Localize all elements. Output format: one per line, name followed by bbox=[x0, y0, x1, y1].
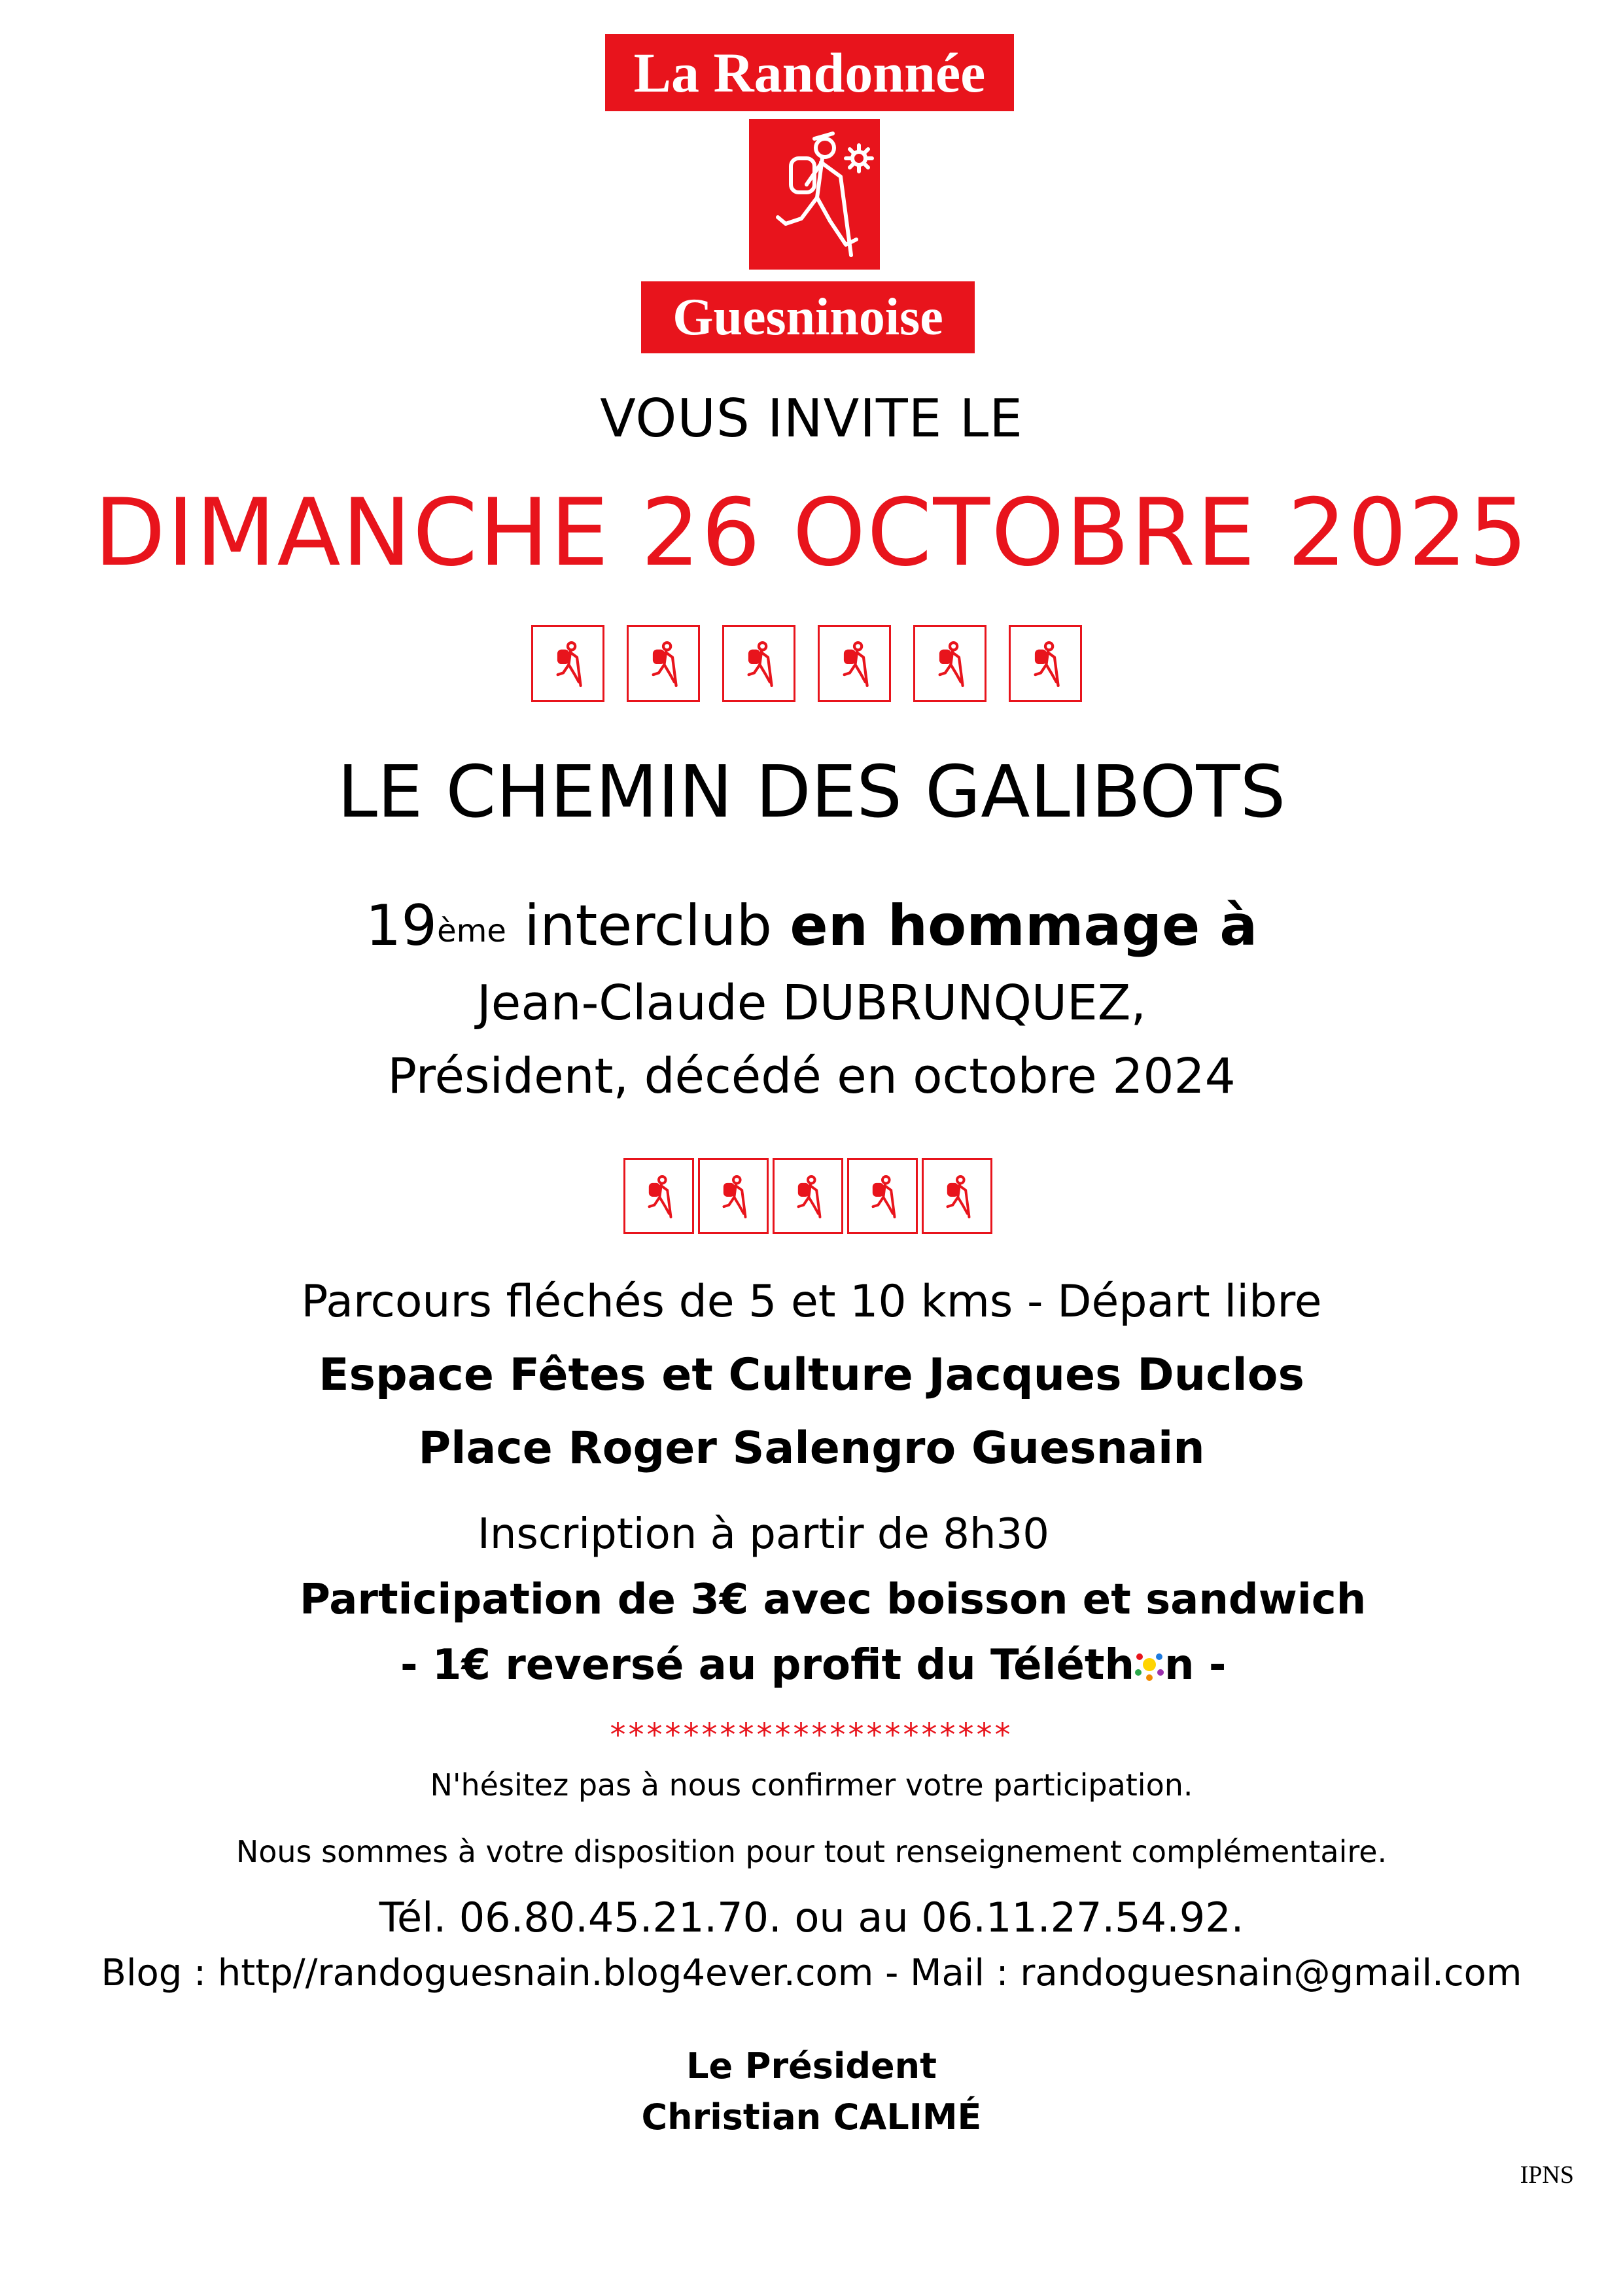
hiker-icon bbox=[749, 119, 880, 270]
participation-text: Participation de 3€ avec boisson et sandwich bbox=[300, 1576, 1367, 1624]
parcours-text: Parcours fléchés de 5 et 10 kms - Départ libre bbox=[301, 1276, 1322, 1328]
disposition-text: Nous sommes à votre disposition pour tout renseignement complémentaire. bbox=[236, 1834, 1387, 1869]
confirm-text: N'hésitez pas à nous confirmer votre participation. bbox=[430, 1767, 1193, 1803]
tribute-ordinal: ème bbox=[437, 913, 506, 949]
hiker-icon bbox=[722, 625, 795, 702]
logo-hiker-box bbox=[749, 119, 880, 270]
telethon-text-before: - 1€ reversé au profit du Télé bbox=[400, 1641, 1085, 1689]
ipns-mark: IPNS bbox=[1520, 2161, 1574, 2189]
hiker-icon-row-top bbox=[531, 625, 1104, 702]
event-date: DIMANCHE 26 OCTOBRE 2025 bbox=[94, 479, 1529, 587]
hiker-icon bbox=[627, 625, 700, 702]
hiker-icon bbox=[913, 625, 986, 702]
tribute-number: 19 bbox=[365, 893, 438, 959]
invite-text: VOUS INVITE LE bbox=[600, 388, 1023, 449]
tribute-name: Jean-Claude DUBRUNQUEZ, bbox=[476, 975, 1147, 1031]
tribute-line bbox=[0, 890, 1623, 962]
hiker-icon bbox=[623, 1158, 694, 1234]
hiker-icon bbox=[922, 1158, 992, 1234]
inscription-text: Inscription à partir de 8h30 bbox=[478, 1510, 1049, 1559]
telethon-logo-icon bbox=[1134, 1638, 1164, 1671]
logo-title-top: La Randonnée bbox=[605, 34, 1014, 111]
tribute-role: Président, décédé en octobre 2024 bbox=[387, 1048, 1236, 1104]
hiker-icon bbox=[847, 1158, 918, 1234]
telethon-text-after: n - bbox=[1164, 1641, 1227, 1689]
hiker-icon bbox=[1009, 625, 1082, 702]
hiker-icon-row-bottom bbox=[623, 1158, 996, 1234]
telethon-line bbox=[400, 1636, 1226, 1695]
event-title: LE CHEMIN DES GALIBOTS bbox=[337, 750, 1286, 834]
telethon-text-th: th bbox=[1084, 1641, 1135, 1689]
tribute-hommage: en hommage à bbox=[790, 893, 1258, 959]
hiker-icon bbox=[818, 625, 891, 702]
contact-text: Blog : http//randoguesnain.blog4ever.com - Mail : randoguesnain@gmail.com bbox=[101, 1952, 1522, 1994]
hiker-icon bbox=[698, 1158, 769, 1234]
stars-separator: ********************** bbox=[610, 1717, 1013, 1754]
signature-role: Le Président bbox=[686, 2045, 937, 2087]
hiker-icon bbox=[531, 625, 604, 702]
venue-line2: Place Roger Salengro Guesnain bbox=[418, 1422, 1205, 1474]
venue-line1: Espace Fêtes et Culture Jacques Duclos bbox=[319, 1349, 1304, 1401]
hiker-icon bbox=[773, 1158, 843, 1234]
logo-title-bottom: Guesninoise bbox=[641, 281, 975, 353]
telephone-text: Tél. 06.80.45.21.70. ou au 06.11.27.54.92. bbox=[379, 1894, 1244, 1941]
signature-name: Christian CALIMÉ bbox=[641, 2096, 982, 2138]
tribute-interclub: interclub bbox=[524, 893, 773, 959]
